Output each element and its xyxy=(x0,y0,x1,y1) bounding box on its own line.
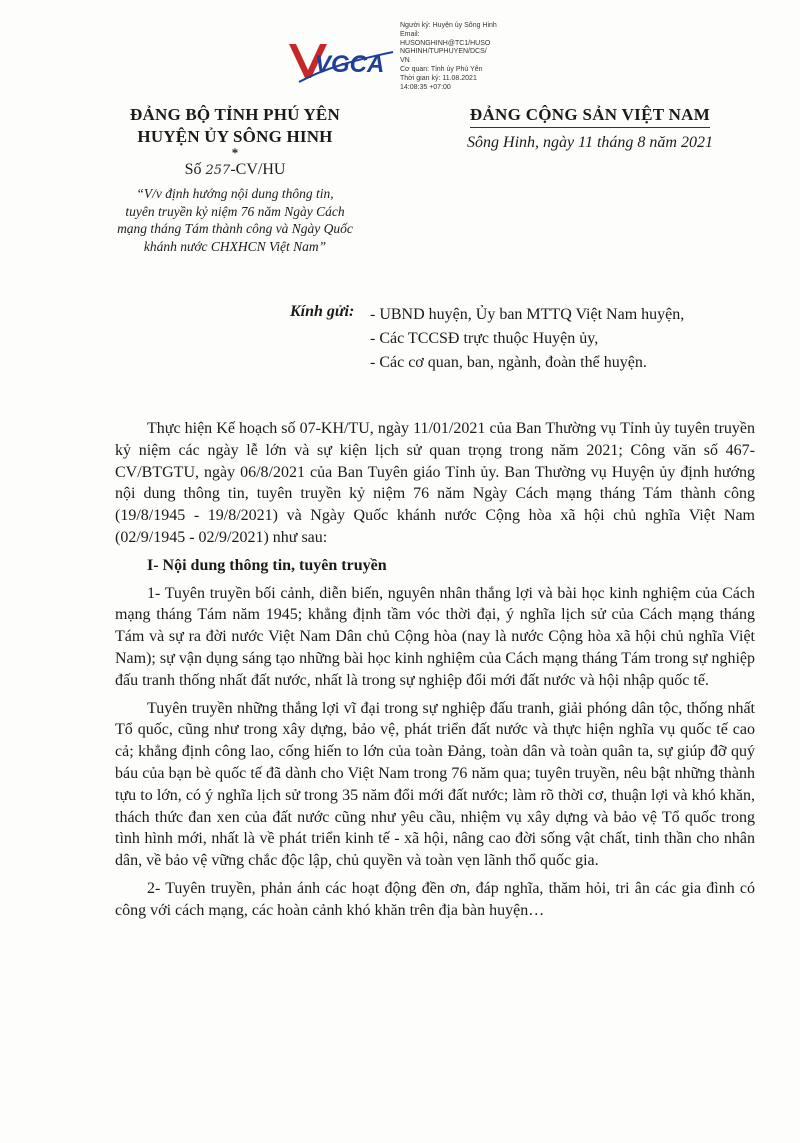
digital-signature-info xyxy=(400,22,520,92)
signature-line: HUSONGHINH@TC1/HUSO xyxy=(400,39,491,47)
subject-line: khánh nước CHXHCN Việt Nam” xyxy=(143,238,327,254)
doc-number-prefix: Số xyxy=(184,161,206,178)
recipient-item: - UBND huyện, Ủy ban MTTQ Việt Nam huyện, xyxy=(370,306,685,323)
place-prefix: Sông Hinh, ngày xyxy=(467,134,579,151)
star-mark: * xyxy=(231,145,239,160)
recipient-item: - Các TCCSĐ trực thuộc Huyện ủy, xyxy=(370,330,599,347)
party-name: ĐẢNG CỘNG SẢN VIỆT NAM xyxy=(470,104,710,128)
issuing-organization-block xyxy=(100,104,370,255)
section-heading: I- Nội dung thông tin, tuyên truyền xyxy=(147,556,387,574)
signature-line: Người ký: Huyện ủy Sông Hinh xyxy=(400,22,497,29)
district-committee-name: HUYỆN ỦY SÔNG HINH xyxy=(137,127,333,146)
document-body xyxy=(115,418,755,922)
signature-line: 14:08:35 +07:00 xyxy=(400,83,451,91)
recipient-item: - Các cơ quan, ban, ngành, đoàn thể huyện. xyxy=(370,354,647,371)
signature-line: VN xyxy=(400,57,410,65)
logo-text: VGCA xyxy=(315,51,385,78)
signature-line: Cơ quan: Tỉnh ủy Phú Yên xyxy=(400,65,483,73)
subject-line: tuyên truyền kỷ niệm 76 năm Ngày Cách xyxy=(125,203,345,219)
body-paragraph: 2- Tuyên truyền, phản ánh các hoạt động đền ơn, đáp nghĩa, thăm hỏi, tri ân các gia đình có công với cách mạng, các hoàn cảnh khó khăn trên địa bàn huyện… xyxy=(115,879,755,919)
place-and-date xyxy=(430,132,750,154)
doc-number-suffix: -CV/HU xyxy=(230,161,286,178)
signature-line: NGHINH/TUPHUYEN/DCS/ xyxy=(400,48,487,56)
party-committee-name: ĐẢNG BỘ TỈNH PHÚ YÊN xyxy=(130,105,340,124)
body-paragraph: 1- Tuyên truyền bối cảnh, diễn biến, nguyên nhân thắng lợi và bài học kinh nghiệm của Cách mạng tháng Tám năm 1945; khẳng định tầm vóc thời đại, ý nghĩa lịch sử của Cách mạng tháng Tám và sự ra đời nước Việt Nam Dân chủ Cộng hòa (nay là nước Cộng hòa xã hội chủ nghĩa Việt Nam); sự vận dụng sáng tạo những bài học kinh nghiệm của Cách mạng tháng Tám trong sự nghiệp đấu tranh thống nhất đất nước, nhất là trong sự nghiệp đổi mới đất nước và hội nhập quốc tế. xyxy=(115,584,755,689)
doc-number-handwritten: 257 xyxy=(205,163,231,178)
body-paragraph: Tuyên truyền những thắng lợi vĩ đại trong sự nghiệp đấu tranh, giải phóng dân tộc, thống nhất Tổ quốc, cũng như trong xây dựng, bảo vệ, phát triển đất nước và thực hiện nghĩa vụ quốc tế cao cả; khẳng định công lao, cống hiến to lớn của toàn Đảng, toàn dân và toàn quân ta, sự giúp đỡ quý báu của bạn bè quốc tế đã dành cho Việt Nam trong 76 năm qua; tuyên truyền, nêu bật những thành tựu to lớn, có ý nghĩa lịch sử trong 35 năm đổi mới đất nước; làm rõ thời cơ, thuận lợi và khó khăn, thách thức đan xen của đất nước cũng như yêu cầu, nhiệm vụ xây dựng và bảo vệ Tổ quốc trong tình hình mới, nhất là về phát triển kinh tế - xã hội, nâng cao đời sống vật chất, tinh thần cho nhân dân, về bảo vệ vững chắc độc lập, chủ quyền và toàn vẹn lãnh thổ quốc gia. xyxy=(115,699,755,870)
date-day: 11 xyxy=(578,134,593,151)
signature-line: Thời gian ký: 11.08.2021 xyxy=(400,74,477,82)
subject-line: “V/v định hướng nội dung thông tin, xyxy=(136,186,334,201)
signature-line: Email: xyxy=(400,30,420,38)
document-number xyxy=(100,160,370,181)
place-suffix: tháng 8 năm 2021 xyxy=(592,134,713,151)
vgca-logo xyxy=(285,38,397,88)
subject-line: mạng tháng Tám thành công và Ngày Quốc xyxy=(117,221,353,236)
recipients-label: Kính gửi: xyxy=(290,303,355,320)
recipients-list xyxy=(370,303,684,375)
party-header-block xyxy=(430,104,750,154)
document-subject xyxy=(100,185,370,255)
intro-paragraph: Thực hiện Kế hoạch số 07-KH/TU, ngày 11/01/2021 của Ban Thường vụ Tỉnh ủy tuyên truyền kỷ niệm các ngày lễ lớn và sự kiện lịch sử quan trọng trong năm 2021; Công văn số 467-CV/BTGTU, ngày 06/8/2021 của Ban Tuyên giáo Tỉnh ủy. Ban Thường vụ Huyện ủy định hướng nội dung thông tin, tuyên truyền kỷ niệm 76 năm Ngày Cách mạng tháng Tám thành công (19/8/1945 - 19/8/2021) và Ngày Quốc khánh nước Cộng hòa xã hội chủ nghĩa Việt Nam (02/9/1945 - 02/9/2021) như sau: xyxy=(115,420,755,546)
